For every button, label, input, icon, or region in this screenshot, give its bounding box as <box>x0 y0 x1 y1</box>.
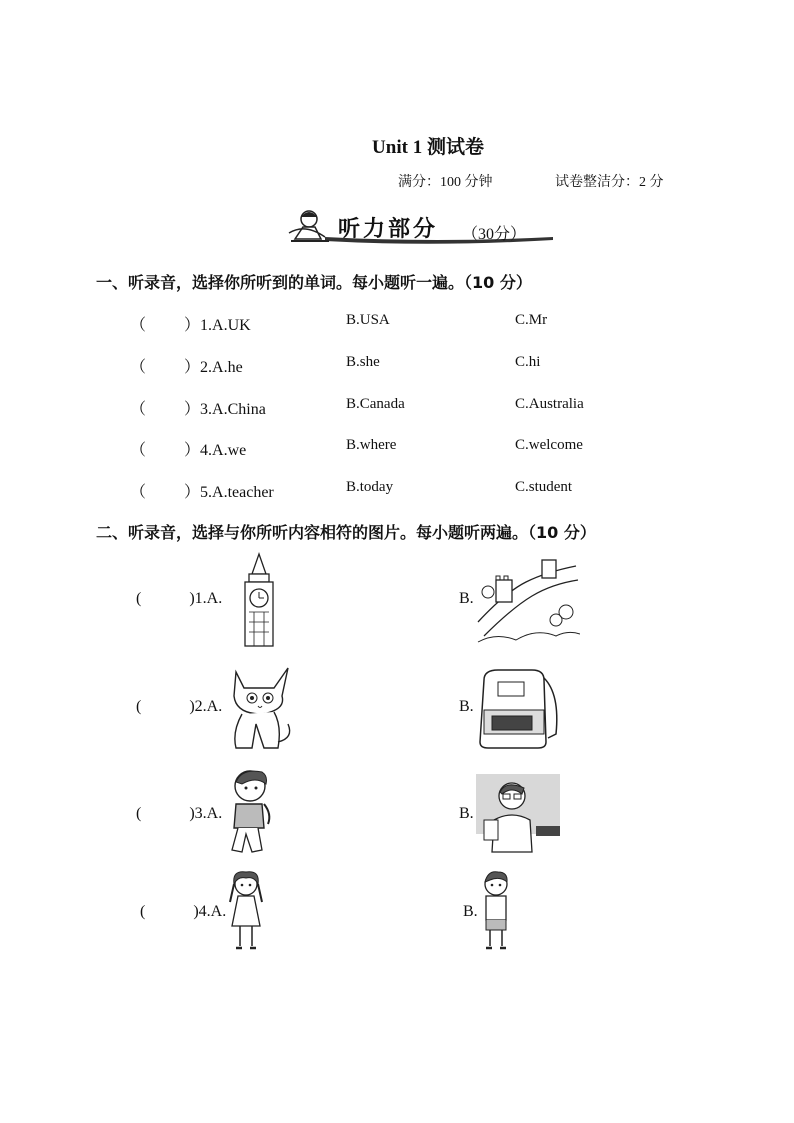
answer-paren-open: ( <box>136 698 142 715</box>
option-b: B.today <box>346 479 394 495</box>
list-item <box>140 903 226 921</box>
option-b: B. <box>459 805 474 822</box>
option-a: )1.A. <box>189 590 223 607</box>
option-b: B.USA <box>346 312 390 328</box>
option-c: C.student <box>515 479 573 495</box>
answer-paren-open: （ <box>130 401 147 418</box>
schoolbag-icon <box>474 664 562 750</box>
option-b: B.she <box>346 354 380 370</box>
list-item <box>130 437 246 460</box>
option-c: C.hi <box>515 354 541 370</box>
section2-heading: 二、听录音，选择与你所听内容相符的图片。每小题听两遍。（10 分） <box>96 523 596 542</box>
option-a: ）4.A.we <box>184 442 247 459</box>
option-c: C.Australia <box>515 396 584 412</box>
listening-section-score: （30分） <box>462 226 527 243</box>
list-item <box>136 590 222 608</box>
option-a: )4.A. <box>193 903 227 920</box>
neatness-score-label: 试卷整洁分：2 分 <box>555 175 664 190</box>
option-b: B. <box>459 698 474 715</box>
cat-icon <box>222 662 296 752</box>
boy-icon <box>476 868 516 952</box>
answer-paren-open: （ <box>130 359 147 376</box>
big-ben-icon <box>236 552 282 648</box>
option-a: )2.A. <box>189 698 223 715</box>
option-c: C.welcome <box>515 437 583 453</box>
list-item <box>136 805 222 823</box>
girl-icon <box>226 868 266 952</box>
list-item <box>130 312 251 335</box>
boy-student-icon <box>222 766 276 860</box>
list-item <box>130 479 274 502</box>
option-a: ）1.A.UK <box>184 317 251 334</box>
option-b: B. <box>463 903 478 920</box>
option-b: B. <box>459 590 474 607</box>
list-item <box>130 354 243 377</box>
full-score-label: 满分：100 分钟 <box>398 175 493 190</box>
great-wall-icon <box>476 552 580 644</box>
answer-paren-open: （ <box>130 317 147 334</box>
option-b: B.where <box>346 437 397 453</box>
teacher-icon <box>476 774 560 854</box>
list-item <box>136 698 222 716</box>
answer-paren-open: ( <box>140 903 146 920</box>
answer-paren-open: ( <box>136 805 142 822</box>
option-a: )3.A. <box>189 805 223 822</box>
answer-paren-open: ( <box>136 590 142 607</box>
list-item <box>130 396 266 419</box>
section1-heading: 一、听录音，选择你所听到的单词。每小题听一遍。（10 分） <box>96 273 532 292</box>
option-a: ）3.A.China <box>184 401 266 418</box>
option-a: ）2.A.he <box>184 359 243 376</box>
answer-paren-open: （ <box>130 484 147 501</box>
option-b: B.Canada <box>346 396 405 412</box>
page-title: Unit 1 测试卷 <box>372 137 484 158</box>
answer-paren-open: （ <box>130 442 147 459</box>
option-c: C.Mr <box>515 312 548 328</box>
option-a: ）5.A.teacher <box>184 484 274 501</box>
listening-section-title: 听力部分 <box>338 217 439 242</box>
